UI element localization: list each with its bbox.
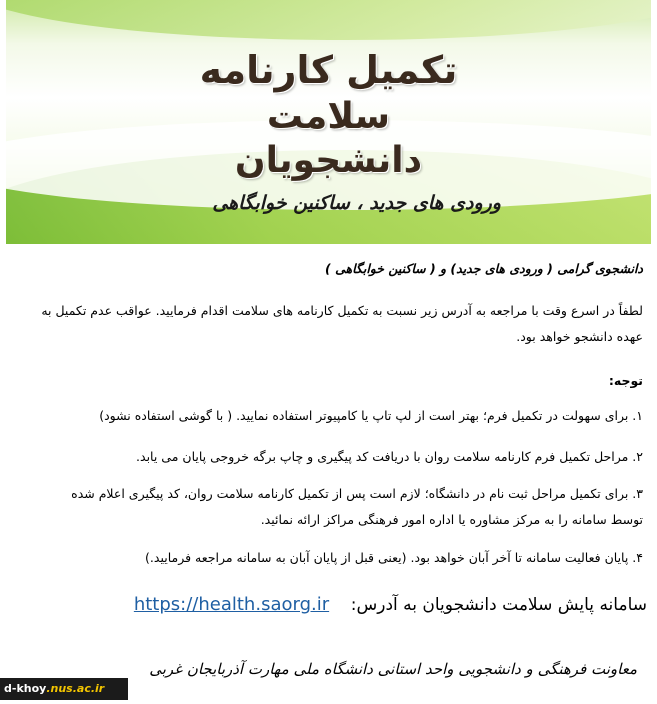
watermark-prefix: d-khoy (4, 682, 47, 695)
list-item-3-line2: توسط سامانه را به مرکز مشاوره یا اداره امور فرهنگی مراکز ارائه نمائید. (260, 512, 643, 527)
intro-line1: لطفاً در اسرع وقت با مراجعه به آدرس زیر نسبت به تکمیل کارنامه های سلامت اقدام فرمایید. عواقب عدم تکمیل به (41, 303, 643, 318)
footer-signature: معاونت فرهنگی و دانشجویی واحد استانی دانشگاه ملی مهارت آذربایجان غربی (149, 660, 637, 678)
watermark-domain: .nus.ac.ir (46, 682, 105, 695)
header-banner (6, 0, 651, 244)
list-item-1: ۱. برای سهولت در تکمیل فرم؛ بهتر است از لپ تاپ یا کامپیوتر استفاده نمایید. ( با گوشی استفاده نشود) (99, 408, 643, 423)
system-url-link[interactable]: https://health.saorg.ir (133, 594, 330, 615)
system-label: سامانه پایش سلامت دانشجویان به آدرس: (350, 595, 647, 615)
list-item-4: ۴. پایان فعالیت سامانه تا آخر آبان خواهد بود. (یعنی قبل از پایان آبان به سامانه مراجعه فرمایید.) (145, 550, 643, 565)
greeting: دانشجوی گرامی ( ورودی های جدید) و ( ساکنین خوابگاهی ) (325, 261, 643, 276)
banner-title-line3: دانشجویان (234, 140, 423, 181)
banner-title-line2: سلامت (266, 96, 391, 137)
intro-line2: عهده دانشجو خواهد بود. (516, 329, 643, 344)
note-heading: توجه: (608, 373, 643, 388)
banner-title-line1: تکمیل کارنامه (199, 48, 458, 92)
site-watermark (0, 678, 128, 700)
banner-top-swoosh (6, 0, 651, 40)
list-item-3-line1: ۳. برای تکمیل مراحل ثبت نام در دانشگاه؛ لازم است پس از تکمیل کارنامه سلامت روان، کد پیگیری اعلام شده (71, 486, 643, 501)
banner-subtitle: ورودی های جدید ، ساکنین خوابگاهی (212, 192, 501, 214)
system-address-line (100, 590, 647, 620)
list-item-2: ۲. مراحل تکمیل فرم کارنامه سلامت روان با دریافت کد پیگیری و چاپ برگه خروجی پایان می یابد. (136, 449, 643, 464)
